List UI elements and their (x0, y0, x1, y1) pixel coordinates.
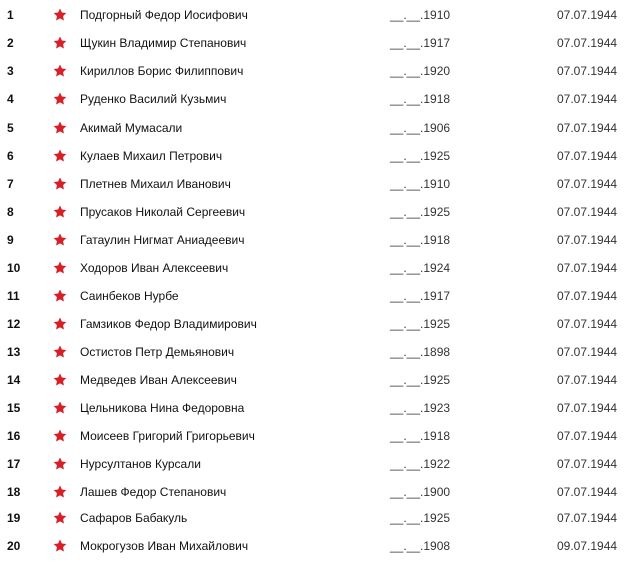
birth-date: __.__.1917 (390, 289, 451, 303)
red-star-icon (52, 7, 68, 23)
person-name: Цельникова Нина Федоровна (80, 401, 245, 415)
event-date: 07.07.1944 (557, 401, 618, 415)
event-date: 07.07.1944 (557, 205, 618, 219)
person-name: Гатаулин Нигмат Аниадеевич (80, 233, 245, 247)
list-item (0, 60, 632, 84)
row-number: 6 (7, 149, 14, 163)
birth-date: __.__.1917 (390, 36, 451, 50)
event-date: 07.07.1944 (557, 64, 618, 78)
list-item (0, 285, 632, 309)
red-star-icon (52, 456, 68, 472)
birth-date: __.__.1900 (390, 485, 451, 499)
birth-date: __.__.1922 (390, 457, 451, 471)
event-date: 07.07.1944 (557, 317, 618, 331)
person-name: Кулаев Михаил Петрович (80, 149, 223, 163)
red-star-icon (52, 538, 68, 554)
row-number: 8 (7, 205, 14, 219)
person-name: Прусаков Николай Сергеевич (80, 205, 246, 219)
event-date: 07.07.1944 (557, 36, 618, 50)
list-item (0, 229, 632, 253)
red-star-icon (52, 204, 68, 220)
event-date: 07.07.1944 (557, 457, 618, 471)
birth-date: __.__.1925 (390, 317, 451, 331)
row-number: 16 (7, 429, 21, 443)
red-star-icon (52, 260, 68, 276)
red-star-icon (52, 120, 68, 136)
row-number: 13 (7, 345, 21, 359)
event-date: 07.07.1944 (557, 345, 618, 359)
red-star-icon (52, 372, 68, 388)
list-item (0, 32, 632, 56)
red-star-icon (52, 316, 68, 332)
event-date: 07.07.1944 (557, 261, 618, 275)
red-star-icon (52, 316, 68, 332)
red-star-icon (52, 120, 68, 136)
red-star-icon (52, 510, 68, 526)
red-star-icon (52, 91, 68, 107)
birth-date: __.__.1910 (390, 8, 451, 22)
red-star-icon (52, 91, 68, 107)
row-number: 17 (7, 457, 21, 471)
birth-date: __.__.1924 (390, 261, 451, 275)
list-item (0, 481, 632, 505)
red-star-icon (52, 428, 68, 444)
row-number: 18 (7, 485, 21, 499)
red-star-icon (52, 148, 68, 164)
person-name: Мокрогузов Иван Михайлович (80, 539, 249, 553)
person-name: Моисеев Григорий Григорьевич (80, 429, 255, 443)
list-item (0, 117, 632, 141)
red-star-icon (52, 232, 68, 248)
row-number: 1 (7, 8, 14, 22)
red-star-icon (52, 176, 68, 192)
event-date: 07.07.1944 (557, 92, 618, 106)
row-number: 10 (7, 261, 21, 275)
list-item (0, 535, 632, 559)
red-star-icon (52, 344, 68, 360)
list-item (0, 425, 632, 449)
event-date: 07.07.1944 (557, 511, 618, 525)
list-item (0, 201, 632, 225)
red-star-icon (52, 260, 68, 276)
event-date: 07.07.1944 (557, 233, 618, 247)
list-item (0, 397, 632, 421)
birth-date: __.__.1925 (390, 149, 451, 163)
person-name: Подгорный Федор Иосифович (80, 8, 248, 22)
red-star-icon (52, 400, 68, 416)
red-star-icon (52, 288, 68, 304)
row-number: 7 (7, 177, 14, 191)
list-item (0, 341, 632, 365)
birth-date: __.__.1925 (390, 373, 451, 387)
list-item (0, 4, 632, 28)
row-number: 12 (7, 317, 21, 331)
person-name: Медведев Иван Алексеевич (80, 373, 237, 387)
person-name: Щукин Владимир Степанович (80, 36, 247, 50)
birth-date: __.__.1906 (390, 121, 451, 135)
person-name: Плетнев Михаил Иванович (80, 177, 231, 191)
row-number: 3 (7, 64, 14, 78)
list-item (0, 145, 632, 169)
red-star-icon (52, 232, 68, 248)
red-star-icon (52, 538, 68, 554)
red-star-icon (52, 510, 68, 526)
person-name: Остистов Петр Демьянович (80, 345, 235, 359)
birth-date: __.__.1918 (390, 429, 451, 443)
row-number: 15 (7, 401, 21, 415)
red-star-icon (52, 35, 68, 51)
person-name: Гамзиков Федор Владимирович (80, 317, 257, 331)
red-star-icon (52, 288, 68, 304)
list-item (0, 257, 632, 281)
red-star-icon (52, 372, 68, 388)
row-number: 9 (7, 233, 14, 247)
event-date: 07.07.1944 (557, 121, 618, 135)
list-item (0, 369, 632, 393)
person-name: Ходоров Иван Алексеевич (80, 261, 229, 275)
event-date: 07.07.1944 (557, 289, 618, 303)
person-name: Саинбеков Нурбе (80, 289, 179, 303)
row-number: 14 (7, 373, 21, 387)
event-date: 07.07.1944 (557, 485, 618, 499)
event-date: 09.07.1944 (557, 539, 618, 553)
list-item (0, 313, 632, 337)
person-name: Кириллов Борис Филиппович (80, 64, 244, 78)
red-star-icon (52, 35, 68, 51)
red-star-icon (52, 400, 68, 416)
red-star-icon (52, 148, 68, 164)
list-item (0, 173, 632, 197)
row-number: 5 (7, 121, 14, 135)
event-date: 07.07.1944 (557, 373, 618, 387)
birth-date: __.__.1925 (390, 205, 451, 219)
red-star-icon (52, 176, 68, 192)
list-item (0, 453, 632, 477)
person-name: Сафаров Бабакуль (80, 511, 188, 525)
red-star-icon (52, 456, 68, 472)
birth-date: __.__.1920 (390, 64, 451, 78)
event-date: 07.07.1944 (557, 8, 618, 22)
event-date: 07.07.1944 (557, 429, 618, 443)
red-star-icon (52, 7, 68, 23)
red-star-icon (52, 344, 68, 360)
row-number: 20 (7, 539, 21, 553)
row-number: 2 (7, 36, 14, 50)
birth-date: __.__.1925 (390, 511, 451, 525)
row-number: 11 (7, 289, 20, 303)
red-star-icon (52, 484, 68, 500)
red-star-icon (52, 428, 68, 444)
event-date: 07.07.1944 (557, 149, 618, 163)
list-item (0, 507, 632, 531)
row-number: 4 (7, 92, 14, 106)
birth-date: __.__.1908 (390, 539, 451, 553)
birth-date: __.__.1923 (390, 401, 451, 415)
list-item (0, 88, 632, 112)
row-number: 19 (7, 511, 21, 525)
red-star-icon (52, 63, 68, 79)
birth-date: __.__.1918 (390, 233, 451, 247)
red-star-icon (52, 484, 68, 500)
red-star-icon (52, 204, 68, 220)
birth-date: __.__.1910 (390, 177, 451, 191)
event-date: 07.07.1944 (557, 177, 618, 191)
birth-date: __.__.1898 (390, 345, 451, 359)
person-name: Руденко Василий Кузьмич (80, 92, 227, 106)
red-star-icon (52, 63, 68, 79)
person-name: Лашев Федор Степанович (80, 485, 227, 499)
person-name: Акимай Мумасали (80, 121, 183, 135)
birth-date: __.__.1918 (390, 92, 451, 106)
person-name: Нурсултанов Курсали (80, 457, 201, 471)
